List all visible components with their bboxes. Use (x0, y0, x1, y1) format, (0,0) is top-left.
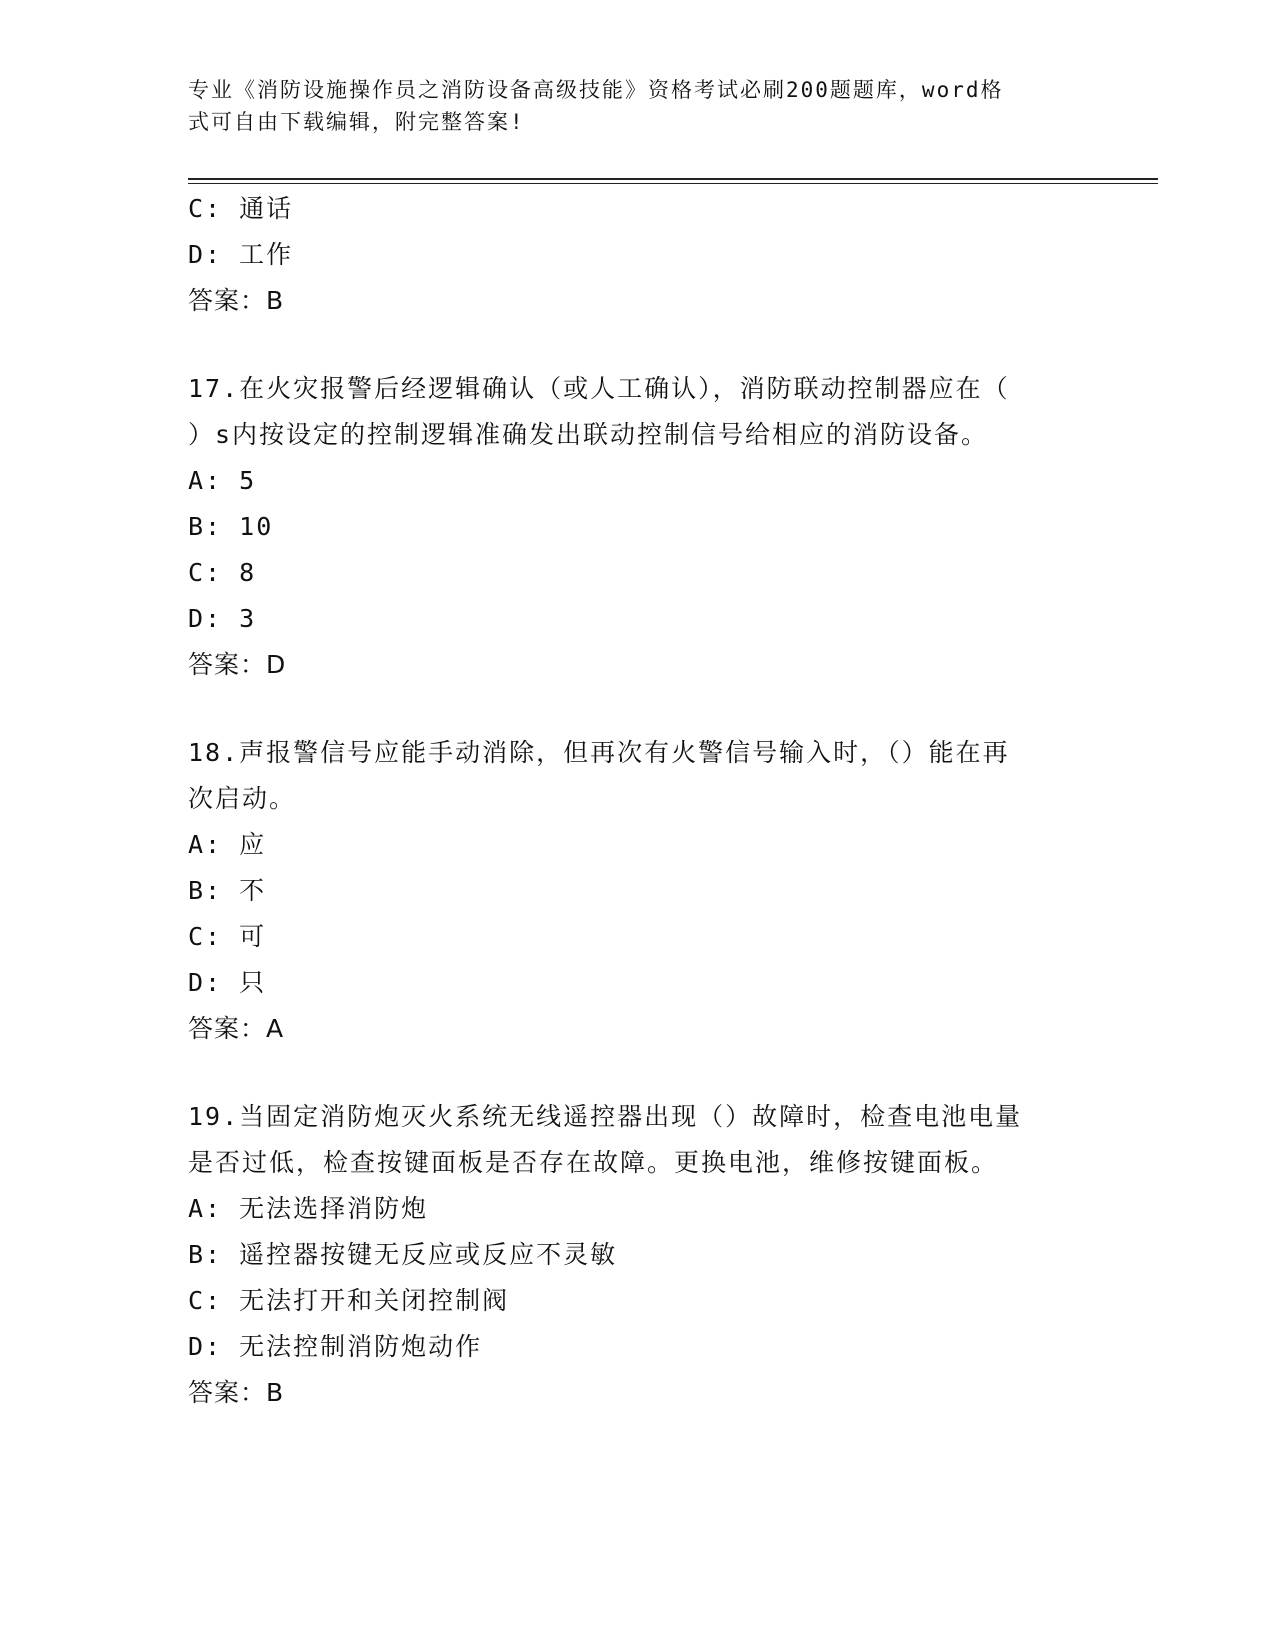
option-b: B: 遥控器按键无反应或反应不灵敏 (188, 1240, 618, 1269)
answer-line: 答案：A (188, 1014, 285, 1043)
question-stem-line-1: 18.声报警信号应能手动消除，但再次有火警信号输入时，（）能在再 (188, 738, 1010, 767)
option-d: D: 3 (188, 604, 257, 633)
option-d: D: 只 (188, 968, 267, 997)
document-header (188, 74, 1068, 138)
option-a: A: 无法选择消防炮 (188, 1194, 429, 1223)
option-c: C: 8 (188, 558, 257, 587)
question-list (188, 186, 1088, 1416)
option-a: A: 5 (188, 466, 257, 495)
answer-line: 答案：D (188, 650, 287, 679)
option-a: A: 应 (188, 830, 267, 859)
option-b: B: 10 (188, 512, 274, 541)
question-stem-line-2: ）s内按设定的控制逻辑准确发出联动控制信号给相应的消防设备。 (188, 420, 989, 449)
question-stem-line-2: 是否过低，检查按键面板是否存在故障。更换电池，维修按键面板。 (188, 1148, 999, 1177)
header-line-2: 式可自由下载编辑，附完整答案! (188, 110, 525, 134)
question-stem-line-2: 次启动。 (188, 784, 297, 813)
question-18 (188, 730, 1088, 1052)
option-d: D: 无法控制消防炮动作 (188, 1332, 483, 1361)
header-divider-thin (188, 183, 1158, 184)
option-b: B: 不 (188, 876, 267, 905)
option-d: D: 工作 (188, 240, 294, 269)
question-16-tail (188, 186, 1088, 324)
option-c: C: 可 (188, 922, 267, 951)
question-stem-line-1: 19.当固定消防炮灭火系统无线遥控器出现（）故障时，检查电池电量 (188, 1102, 1023, 1131)
question-17 (188, 366, 1088, 688)
header-line-1: 专业《消防设施操作员之消防设备高级技能》资格考试必刷200题题库，word格 (188, 78, 1004, 102)
option-c: C: 通话 (188, 194, 294, 223)
question-stem-line-1: 17.在火灾报警后经逻辑确认（或人工确认），消防联动控制器应在（ (188, 374, 1010, 403)
question-19 (188, 1094, 1088, 1416)
answer-line: 答案：B (188, 1378, 285, 1407)
option-c: C: 无法打开和关闭控制阀 (188, 1286, 510, 1315)
answer-line: 答案：B (188, 286, 285, 315)
header-divider-thick (188, 178, 1158, 180)
